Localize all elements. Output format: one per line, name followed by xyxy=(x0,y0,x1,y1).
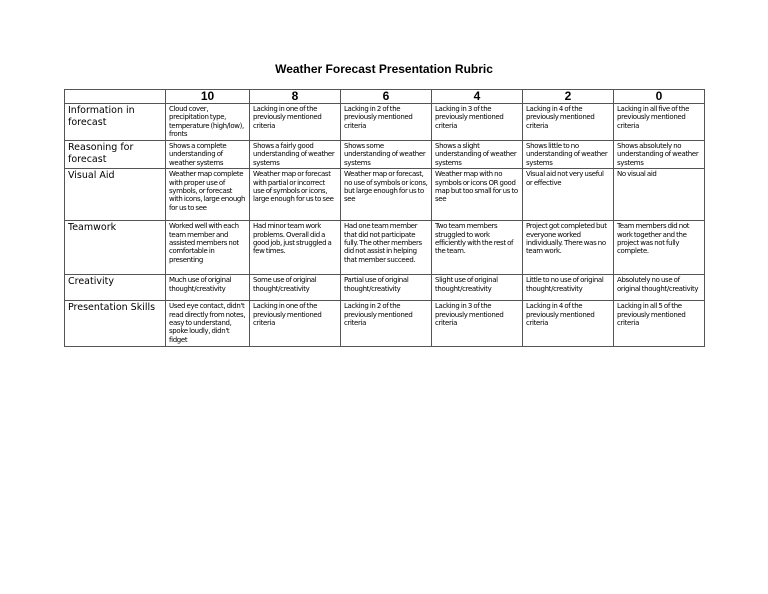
rubric-cell: Partial use of original thought/creativity xyxy=(341,275,432,301)
rubric-row-reasoning xyxy=(65,141,705,169)
rubric-row-visual-aid xyxy=(65,169,705,221)
rubric-cell: Weather map with no symbols or icons OR good map but too small for us to see xyxy=(432,169,523,221)
rubric-cell: Lacking in 2 of the previously mentioned criteria xyxy=(341,104,432,141)
rubric-cell: Lacking in one of the previously mentioned criteria xyxy=(250,301,341,347)
rubric-cell: Had one team member that did not participate fully. The other members did not assist in helping that member succeed. xyxy=(341,221,432,275)
criterion-label: Visual Aid xyxy=(65,169,166,221)
criterion-label: Teamwork xyxy=(65,221,166,275)
rubric-cell: Lacking in 4 of the previously mentioned criteria xyxy=(523,301,614,347)
rubric-cell: Little to no use of original thought/creativity xyxy=(523,275,614,301)
rubric-cell: Lacking in all 5 of the previously mentioned criteria xyxy=(614,301,705,347)
rubric-cell: Shows little to no understanding of weather systems xyxy=(523,141,614,169)
rubric-cell: Shows a fairly good understanding of weather systems xyxy=(250,141,341,169)
rubric-cell: Absolutely no use of original thought/creativity xyxy=(614,275,705,301)
rubric-row-information xyxy=(65,104,705,141)
rubric-cell: Used eye contact, didn't read directly from notes, easy to understand, spoke loudly, didn't fidget xyxy=(166,301,250,347)
score-header-10: 10 xyxy=(166,90,250,104)
rubric-cell: No visual aid xyxy=(614,169,705,221)
rubric-cell: Shows some understanding of weather systems xyxy=(341,141,432,169)
criterion-label: Reasoning for forecast xyxy=(65,141,166,169)
score-header-4: 4 xyxy=(432,90,523,104)
score-header-0: 0 xyxy=(614,90,705,104)
rubric-cell: Project got completed but everyone worked individually. There was no team work. xyxy=(523,221,614,275)
rubric-cell: Lacking in 4 of the previously mentioned criteria xyxy=(523,104,614,141)
rubric-row-creativity xyxy=(65,275,705,301)
criterion-label: Information in forecast xyxy=(65,104,166,141)
rubric-cell: Weather map complete with proper use of symbols, or forecast with icons, large enough for us to see xyxy=(166,169,250,221)
criterion-label: Creativity xyxy=(65,275,166,301)
rubric-cell: Lacking in 3 of the previously mentioned criteria xyxy=(432,104,523,141)
rubric-cell: Lacking in 2 of the previously mentioned criteria xyxy=(341,301,432,347)
score-header-row xyxy=(65,90,705,104)
rubric-cell: Lacking in one of the previously mentioned criteria xyxy=(250,104,341,141)
criterion-label: Presentation Skills xyxy=(65,301,166,347)
rubric-row-teamwork xyxy=(65,221,705,275)
rubric-cell: Lacking in all five of the previously mentioned criteria xyxy=(614,104,705,141)
score-header-8: 8 xyxy=(250,90,341,104)
rubric-cell: Visual aid not very useful or effective xyxy=(523,169,614,221)
page-title: Weather Forecast Presentation Rubric xyxy=(275,62,493,76)
rubric-cell: Worked well with each team member and assisted members not comfortable in presenting xyxy=(166,221,250,275)
rubric-cell: Shows a slight understanding of weather systems xyxy=(432,141,523,169)
rubric-cell: Slight use of original thought/creativity xyxy=(432,275,523,301)
score-header-6: 6 xyxy=(341,90,432,104)
score-header-2: 2 xyxy=(523,90,614,104)
rubric-cell: Cloud cover, precipitation type, temperature (high/low), fronts xyxy=(166,104,250,141)
header-corner-cell xyxy=(65,90,166,104)
rubric-cell: Had minor team work problems. Overall did a good job, just struggled a few times. xyxy=(250,221,341,275)
rubric-cell: Shows absolutely no understanding of weather systems xyxy=(614,141,705,169)
rubric-row-presentation-skills xyxy=(65,301,705,347)
rubric-cell: Weather map or forecast, no use of symbols or icons, but large enough for us to see xyxy=(341,169,432,221)
rubric-cell: Shows a complete understanding of weather systems xyxy=(166,141,250,169)
rubric-cell: Team members did not work together and the project was not fully complete. xyxy=(614,221,705,275)
rubric-cell: Much use of original thought/creativity xyxy=(166,275,250,301)
rubric-cell: Some use of original thought/creativity xyxy=(250,275,341,301)
rubric-cell: Two team members struggled to work efficiently with the rest of the team. xyxy=(432,221,523,275)
rubric-cell: Lacking in 3 of the previously mentioned criteria xyxy=(432,301,523,347)
rubric-cell: Weather map or forecast with partial or incorrect use of symbols or icons, large enough for us to see xyxy=(250,169,341,221)
rubric-table xyxy=(64,89,705,347)
